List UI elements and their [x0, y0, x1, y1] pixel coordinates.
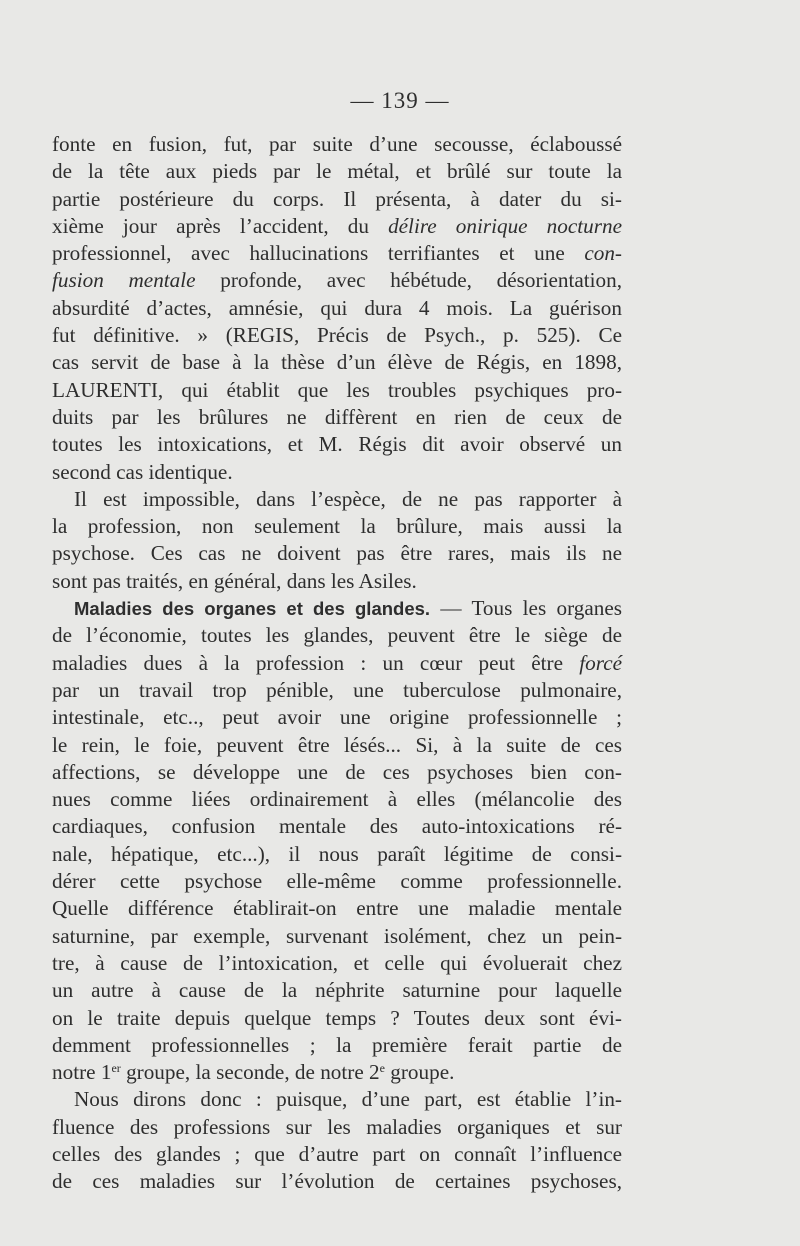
text-run: LAURENTI, qui établit que les troubles psychiques pro- — [52, 377, 622, 402]
text-line — [52, 1141, 622, 1168]
text-line — [52, 540, 622, 567]
text-line — [52, 513, 622, 540]
text-line — [52, 404, 622, 431]
text-run: le rein, le foie, peuvent être lésés... Si, à la suite de ces — [52, 732, 622, 757]
text-line — [52, 1086, 622, 1113]
text-line — [52, 1168, 622, 1195]
text-line — [52, 650, 622, 677]
text-line — [52, 240, 622, 267]
text-line — [52, 568, 622, 595]
text-line — [52, 704, 622, 731]
text-run: notre 1 — [52, 1060, 112, 1085]
text-run: dérer cette psychose elle-même comme professionnelle. — [52, 869, 622, 894]
text-run: cardiaques, confusion mentale des auto-intoxications ré- — [52, 814, 622, 839]
text-run: la profession, non seulement la brûlure, mais aussi la — [52, 514, 622, 539]
text-run: affections, se développe une de ces psychoses bien con- — [52, 759, 622, 784]
text-run: xième jour après l’accident, du — [52, 213, 389, 238]
text-run: saturnine, par exemple, survenant isolément, chez un pein- — [52, 923, 622, 948]
text-line — [52, 622, 622, 649]
text-line — [52, 786, 622, 813]
text-line — [52, 813, 622, 840]
text-line — [52, 431, 622, 458]
text-line — [52, 1005, 622, 1032]
text-line — [52, 868, 622, 895]
text-run: nues comme liées ordinairement à elles (mélancolie des — [52, 787, 622, 812]
body-text — [52, 131, 622, 1196]
text-line — [52, 895, 622, 922]
text-line — [52, 595, 622, 622]
text-line — [52, 1114, 622, 1141]
text-run: fonte en fusion, fut, par suite d’une secousse, éclaboussé — [52, 132, 622, 156]
text-run: un autre à cause de la néphrite saturnine pour laquelle — [52, 978, 622, 1003]
text-run: duits par les brûlures ne diffèrent en rien de ceux de — [52, 404, 622, 429]
text-run: psychose. Ces cas ne doivent pas être rares, mais ils ne — [52, 541, 622, 566]
text-run: de ces maladies sur l’évolution de certaines psychoses, — [52, 1169, 622, 1194]
text-run: par un travail trop pénible, une tuberculose pulmonaire, — [52, 677, 622, 702]
text-line — [52, 267, 622, 294]
text-line — [52, 295, 622, 322]
page-number: — 139 — — [350, 88, 450, 113]
text-run: partie postérieure du corps. Il présenta, à dater du si- — [52, 186, 622, 211]
italic-text: fusion mentale — [52, 268, 196, 293]
text-run: sont pas traités, en général, dans les Asiles. — [52, 568, 417, 593]
text-line — [52, 841, 622, 868]
text-line — [52, 977, 622, 1004]
text-run: groupe. — [384, 1060, 455, 1085]
text-line — [52, 349, 622, 376]
text-line — [52, 950, 622, 977]
text-run: cas servit de base à la thèse d’un élève de Régis, en 1898, — [52, 350, 622, 375]
text-line — [52, 759, 622, 786]
text-line — [52, 186, 622, 213]
text-run: intestinale, etc.., peut avoir une origine professionnelle ; — [52, 705, 622, 730]
text-run: Quelle différence établirait-on entre une maladie mentale — [52, 896, 622, 921]
text-line — [52, 322, 622, 349]
text-run: — Tous les organes — [430, 596, 622, 621]
italic-text: forcé — [579, 650, 622, 675]
text-run: Il est impossible, dans l’espèce, de ne pas rapporter à — [74, 486, 622, 511]
text-line — [52, 677, 622, 704]
text-run: Nous dirons donc : puisque, d’une part, est établie l’in- — [74, 1087, 622, 1112]
text-line — [52, 459, 622, 486]
text-run: tre, à cause de l’intoxication, et celle qui évoluerait chez — [52, 950, 622, 975]
text-line — [52, 213, 622, 240]
text-run: de la tête aux pieds par le métal, et brûlé sur toute la — [52, 159, 622, 184]
text-run: e — [379, 1061, 385, 1076]
text-run: fut définitive. » (REGIS, Précis de Psych., p. 525). Ce — [52, 323, 622, 348]
text-run: demment professionnelles ; la première ferait partie de — [52, 1032, 622, 1057]
text-run: er — [111, 1061, 121, 1076]
text-run: on le traite depuis quelque temps ? Toutes deux sont évi- — [52, 1005, 622, 1030]
text-run: de l’économie, toutes les glandes, peuvent être le siège de — [52, 623, 622, 648]
text-line — [52, 923, 622, 950]
text-line — [52, 377, 622, 404]
text-run: nale, hépatique, etc...), il nous paraît légitime de consi- — [52, 841, 622, 866]
text-line — [52, 1059, 622, 1086]
text-line — [52, 486, 622, 513]
text-line — [52, 1032, 622, 1059]
text-run: absurdité d’actes, amnésie, qui dura 4 mois. La guérison — [52, 295, 622, 320]
text-run: celles des glandes ; que d’autre part on connaît l’influence — [52, 1141, 622, 1166]
section-heading: Maladies des organes et des glandes. — [74, 598, 431, 620]
text-line — [52, 158, 622, 185]
text-line — [52, 732, 622, 759]
text-line — [52, 131, 622, 158]
text-run: profonde, avec hébétude, désorientation, — [195, 268, 622, 293]
text-run: groupe, la seconde, de notre 2 — [120, 1060, 380, 1085]
text-run: professionnel, avec hallucinations terrifiantes et une — [52, 241, 585, 266]
text-run: fluence des professions sur les maladies organiques et sur — [52, 1114, 622, 1139]
text-run: maladies dues à la profession : un cœur peut être — [52, 650, 580, 675]
italic-text: con- — [584, 241, 622, 266]
italic-text: délire onirique nocturne — [388, 213, 622, 238]
text-run: second cas identique. — [52, 459, 233, 484]
text-run: toutes les intoxications, et M. Régis dit avoir observé un — [52, 432, 622, 457]
